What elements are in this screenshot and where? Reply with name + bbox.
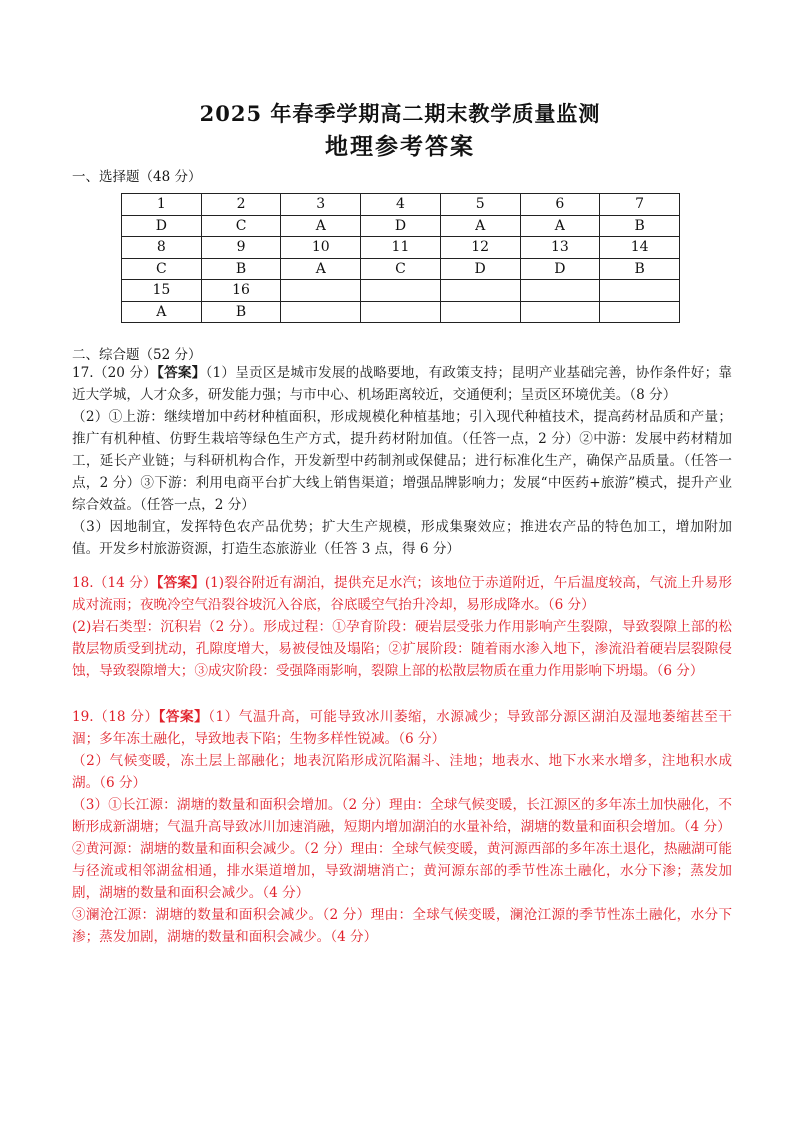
q19-number: 19.（18 分） [72, 709, 159, 725]
question-number-cell: 15 [122, 280, 202, 302]
answer-letter-cell [520, 301, 600, 323]
question-number-cell: 9 [201, 237, 281, 259]
answer-letter-cell: B [201, 301, 281, 323]
answer-letter-cell: A [122, 301, 202, 323]
q19-part2: （2）气候变暖，冻土层上部融化；地表沉陷形成沉陷漏斗、洼地；地表水、地下水来水增多，注地积水成湖。（6 分） [72, 753, 732, 791]
q18-part1: 18.（14 分）【答案】(1)裂谷附近有湖泊，提供充足水汽；该地位于赤道附近，午后温度较高，气流上升易形成对流雨；夜晚冷空气沿裂谷坡沉入谷底，谷底暖空气抬升冷却，易形成降水。（6 分） [72, 575, 732, 613]
q17-answer-tag: 【答案】 [157, 365, 206, 381]
subject-title: 地理参考答案 [325, 133, 475, 160]
question-number-cell: 5 [440, 194, 520, 216]
question-18-answer [72, 572, 732, 682]
q18-answer-tag: 【答案】 [156, 575, 205, 591]
question-number-cell: 2 [201, 194, 281, 216]
question-number-cell [600, 280, 680, 302]
answer-letter-cell: A [281, 215, 361, 237]
section-choice-heading: 一、选择题（48 分） [72, 169, 202, 185]
q19-part5: ③澜沧江源：湖塘的数量和面积会减少。（2 分）理由：全球气候变暖，澜沧江源的季节性冻土融化，水分下渗；蒸发加剧，湖塘的数量和面积会减少。（4 分） [72, 907, 732, 945]
q17-number: 17.（20 分） [72, 365, 158, 381]
answer-letter-row [122, 215, 680, 237]
question-number-cell [440, 280, 520, 302]
answer-letter-cell: C [201, 215, 281, 237]
answer-letter-cell: B [201, 258, 281, 280]
answer-letter-cell: B [600, 215, 680, 237]
question-number-row [122, 194, 680, 216]
answer-letter-cell: B [600, 258, 680, 280]
question-number-cell: 14 [600, 237, 680, 259]
question-17-answer [72, 362, 732, 560]
answer-letter-cell [361, 301, 441, 323]
question-number-cell: 6 [520, 194, 600, 216]
q19-answer-tag: 【答案】 [158, 709, 209, 725]
answer-letter-row [122, 258, 680, 280]
q18-number: 18.（14 分） [72, 575, 157, 591]
question-number-cell [281, 280, 361, 302]
q18-part2: (2)岩石类型：沉积岩（2 分）。形成过程：①孕育阶段：硬岩层受张力作用影响产生裂隙，导致裂隙上部的松散层物质受到扰动，孔隙度增大，易被侵蚀及塌陷；②扩展阶段：随着雨水渗入地下，渗流沿着硬岩层裂隙侵蚀，导致裂隙增大；③成灾阶段：受强降雨影响，裂隙上部的松散层物质在重力作用影响下坍塌。（6 分） [72, 619, 732, 679]
question-number-cell [520, 280, 600, 302]
question-number-cell: 11 [361, 237, 441, 259]
q19-part3: （3）①长江源：湖塘的数量和面积会增加。（2 分）理由：全球气候变暖，长江源区的多年冻土加快融化，不断形成新湖塘；气温升高导致冰川加速消融，短期内增加湖泊的水量补给，湖塘的数量和面积会增加。（4 分） [72, 797, 732, 835]
answer-letter-cell: A [281, 258, 361, 280]
answer-letter-cell: C [122, 258, 202, 280]
answer-letter-cell: D [520, 258, 600, 280]
question-19-answer [72, 706, 732, 948]
question-number-cell: 10 [281, 237, 361, 259]
answer-letter-cell [600, 301, 680, 323]
question-number-cell: 16 [201, 280, 281, 302]
q19-part1: 19.（18 分）【答案】（1）气温升高，可能导致冰川萎缩，水源减少；导致部分源区湖泊及湿地萎缩甚至干涸；多年冻土融化，导致地表下陷；生物多样性锐减。（6 分） [72, 709, 732, 747]
question-number-cell: 12 [440, 237, 520, 259]
answer-letter-cell [440, 301, 520, 323]
question-number-cell: 1 [122, 194, 202, 216]
question-number-cell: 4 [361, 194, 441, 216]
q17-part1: 17.（20 分）【答案】（1）呈贡区是城市发展的战略要地，有政策支持；昆明产业基础完善，协作条件好；靠近大学城，人才众多，研发能力强；与市中心、机场距离较近，交通便利；呈贡区环境优美。（8 分） [72, 365, 732, 403]
q19-part4: ②黄河源：湖塘的数量和面积会减少。（2 分）理由：全球气候变暖，黄河源西部的多年冻土退化，热融湖可能与径流或相邻湖盆相通，排水渠道增加，导致湖塘消亡；黄河源东部的季节性冻土融化，水分下渗；蒸发加剧，湖塘的数量和面积会减少。（4 分） [72, 841, 732, 901]
question-number-cell [361, 280, 441, 302]
answer-letter-cell: A [520, 215, 600, 237]
q17-part2: （2）①上游：继续增加中药材种植面积，形成规模化种植基地；引入现代种植技术，提高药材品质和产量；推广有机种植、仿野生栽培等绿色生产方式，提升药材附加值。（任答一点，2 分）②中游：发展中药材精加工，延长产业链；与科研机构合作，开发新型中药制剂或保健品；进行标准化生产，确保产品质量。（任答一点，2 分）③下游：利用电商平台扩大线上销售渠道；增强品牌影响力；发展“中医药+旅游”模式，提升产业综合效益。（任答一点，2 分） [72, 409, 732, 513]
answer-letter-cell [281, 301, 361, 323]
section-comprehensive-heading: 二、综合题（52 分） [72, 347, 202, 363]
question-number-row [122, 237, 680, 259]
exam-title: 2025 年春季学期高二期末教学质量监测 [199, 101, 601, 126]
question-number-cell: 8 [122, 237, 202, 259]
question-number-row [122, 280, 680, 302]
answer-letter-cell: A [440, 215, 520, 237]
answer-letter-row [122, 301, 680, 323]
answer-letter-cell: D [361, 215, 441, 237]
answer-letter-cell: D [122, 215, 202, 237]
choice-answer-table [121, 193, 680, 323]
answer-letter-cell: C [361, 258, 441, 280]
question-number-cell: 13 [520, 237, 600, 259]
answer-letter-cell: D [440, 258, 520, 280]
q17-part3: （3）因地制宜，发挥特色农产品优势；扩大生产规模，形成集聚效应；推进农产品的特色加工，增加附加值。开发乡村旅游资源，打造生态旅游业（任答 3 点，得 6 分） [72, 519, 732, 557]
question-number-cell: 3 [281, 194, 361, 216]
question-number-cell: 7 [600, 194, 680, 216]
